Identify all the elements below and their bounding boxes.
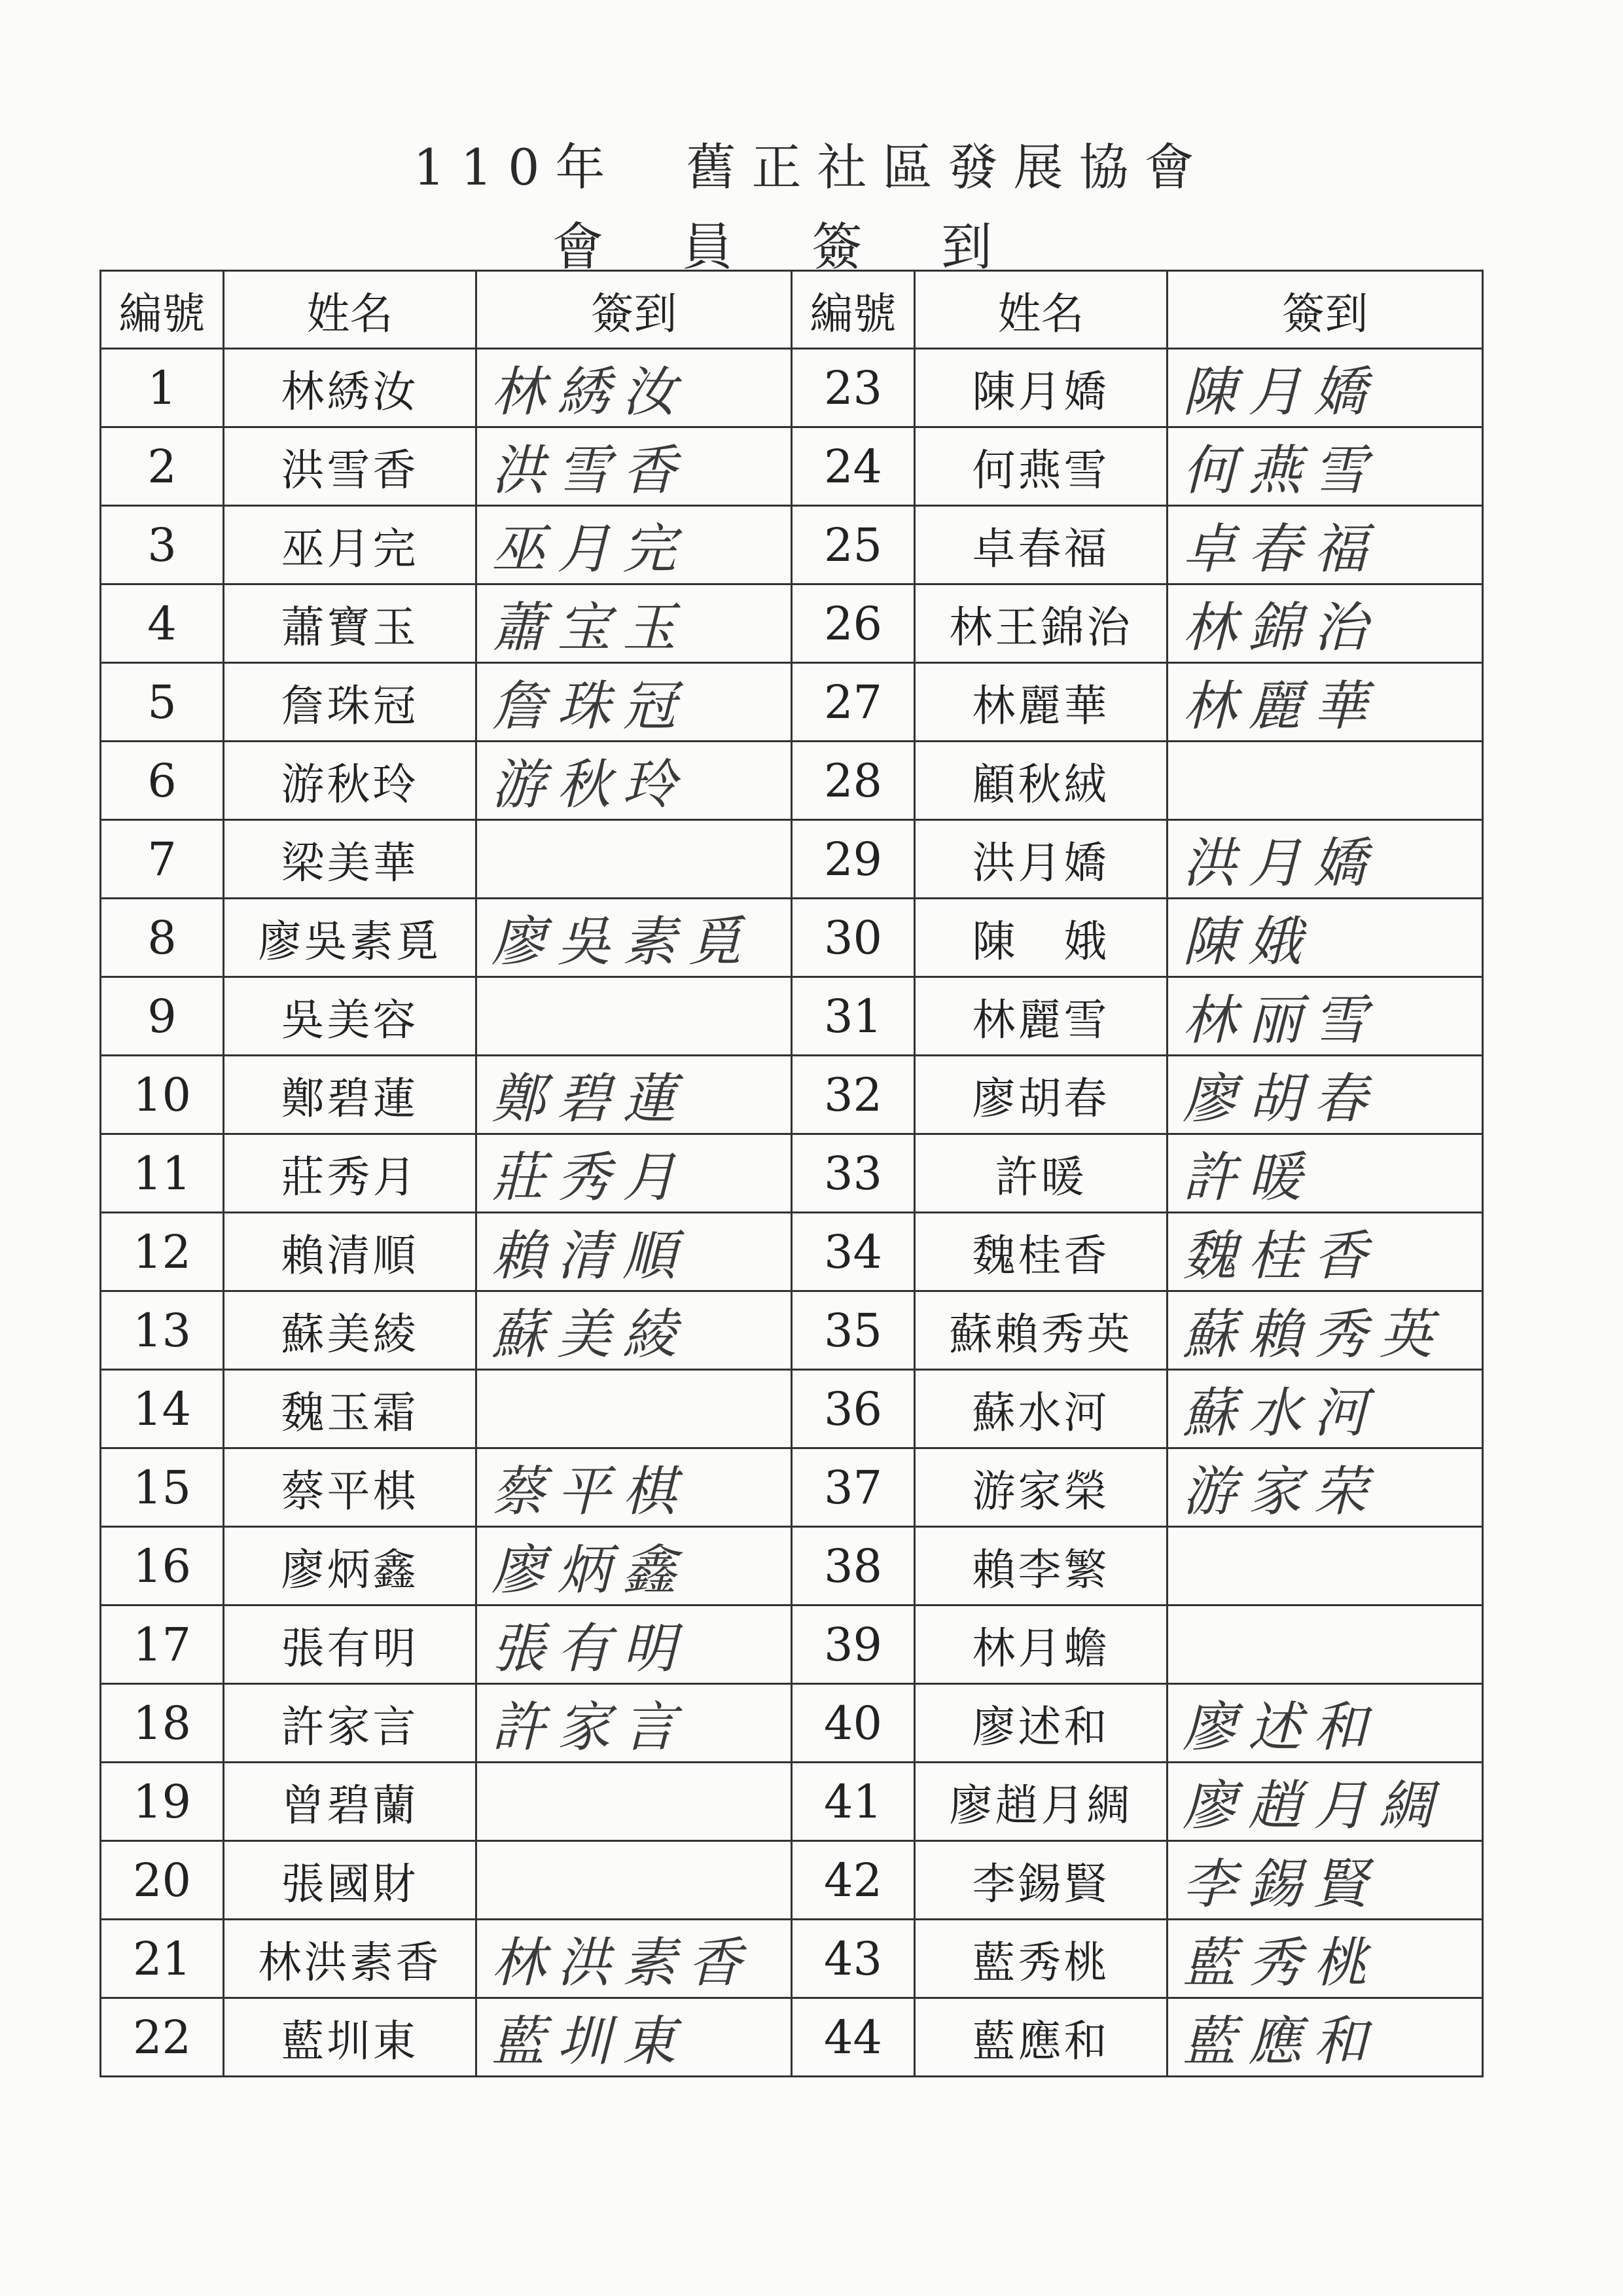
member-number: 42 xyxy=(792,1841,915,1920)
member-name: 林王錦治 xyxy=(915,584,1168,663)
member-name: 蕭寶玉 xyxy=(224,584,476,663)
member-signature: 廖吳素覓 xyxy=(476,899,792,977)
member-number: 16 xyxy=(101,1527,224,1605)
member-signature: 卓春福 xyxy=(1168,506,1483,584)
member-number: 23 xyxy=(792,349,915,427)
column-header-number: 編號 xyxy=(792,271,915,349)
member-number: 39 xyxy=(792,1605,915,1684)
document-subtitle: 會員簽到 xyxy=(552,218,1071,277)
member-number: 22 xyxy=(101,1998,224,2077)
table-row xyxy=(101,349,1483,427)
member-name: 游秋玲 xyxy=(224,742,476,820)
member-number: 24 xyxy=(792,427,915,506)
member-name: 張有明 xyxy=(224,1605,476,1684)
member-signature: 陳月嬌 xyxy=(1168,349,1483,427)
table-row xyxy=(101,584,1483,663)
table-row xyxy=(101,506,1483,584)
table-row xyxy=(101,663,1483,742)
member-signature: 蘇水河 xyxy=(1168,1370,1483,1448)
table-row xyxy=(101,1291,1483,1370)
table-header-row xyxy=(101,271,1483,349)
member-name: 廖述和 xyxy=(915,1684,1168,1763)
member-signature: 藍秀桃 xyxy=(1168,1920,1483,1998)
member-number: 26 xyxy=(792,584,915,663)
table-row xyxy=(101,977,1483,1056)
member-signature xyxy=(1168,742,1483,820)
member-signature: 廖胡春 xyxy=(1168,1056,1483,1134)
member-signature xyxy=(476,1841,792,1920)
member-number: 13 xyxy=(101,1291,224,1370)
member-name: 卓春福 xyxy=(915,506,1168,584)
member-name: 林麗雪 xyxy=(915,977,1168,1056)
member-number: 18 xyxy=(101,1684,224,1763)
member-number: 21 xyxy=(101,1920,224,1998)
column-header-name: 姓名 xyxy=(915,271,1168,349)
table-row xyxy=(101,1605,1483,1684)
member-number: 10 xyxy=(101,1056,224,1134)
table-row xyxy=(101,1527,1483,1605)
member-number: 35 xyxy=(792,1291,915,1370)
member-name: 林麗華 xyxy=(915,663,1168,742)
member-signature: 廖炳鑫 xyxy=(476,1527,792,1605)
member-name: 許暖 xyxy=(915,1134,1168,1213)
table-row xyxy=(101,1134,1483,1213)
member-number: 4 xyxy=(101,584,224,663)
member-signature: 魏桂香 xyxy=(1168,1213,1483,1291)
member-name: 魏桂香 xyxy=(915,1213,1168,1291)
member-signature: 許暖 xyxy=(1168,1134,1483,1213)
member-name: 梁美華 xyxy=(224,820,476,899)
member-signature: 蘇賴秀英 xyxy=(1168,1291,1483,1370)
member-name: 蘇水河 xyxy=(915,1370,1168,1448)
member-name: 賴李繁 xyxy=(915,1527,1168,1605)
member-number: 43 xyxy=(792,1920,915,1998)
member-number: 38 xyxy=(792,1527,915,1605)
member-signature: 李錫賢 xyxy=(1168,1841,1483,1920)
member-number: 2 xyxy=(101,427,224,506)
member-name: 詹珠冠 xyxy=(224,663,476,742)
member-signature: 許家言 xyxy=(476,1684,792,1763)
member-number: 25 xyxy=(792,506,915,584)
member-number: 27 xyxy=(792,663,915,742)
member-number: 5 xyxy=(101,663,224,742)
member-signature: 蕭宝玉 xyxy=(476,584,792,663)
table-row xyxy=(101,1998,1483,2077)
member-signature xyxy=(1168,1605,1483,1684)
member-number: 20 xyxy=(101,1841,224,1920)
table-row xyxy=(101,1213,1483,1291)
member-name: 林綉汝 xyxy=(224,349,476,427)
member-name: 莊秀月 xyxy=(224,1134,476,1213)
member-signature: 蘇美綾 xyxy=(476,1291,792,1370)
member-number: 9 xyxy=(101,977,224,1056)
member-signature: 藍應和 xyxy=(1168,1998,1483,2077)
member-number: 17 xyxy=(101,1605,224,1684)
member-name: 廖胡春 xyxy=(915,1056,1168,1134)
member-number: 14 xyxy=(101,1370,224,1448)
table-row xyxy=(101,1448,1483,1527)
member-number: 33 xyxy=(792,1134,915,1213)
member-name: 洪雪香 xyxy=(224,427,476,506)
member-name: 蔡平棋 xyxy=(224,1448,476,1527)
member-signature: 藍圳東 xyxy=(476,1998,792,2077)
member-signature: 林錦治 xyxy=(1168,584,1483,663)
table-row xyxy=(101,1370,1483,1448)
member-signature: 蔡平棋 xyxy=(476,1448,792,1527)
member-name: 游家榮 xyxy=(915,1448,1168,1527)
member-signature: 廖趙月綢 xyxy=(1168,1763,1483,1841)
member-signature: 賴清順 xyxy=(476,1213,792,1291)
member-number: 41 xyxy=(792,1763,915,1841)
column-header-number: 編號 xyxy=(101,271,224,349)
member-number: 8 xyxy=(101,899,224,977)
sign-in-table xyxy=(99,270,1484,2077)
member-number: 29 xyxy=(792,820,915,899)
table-row xyxy=(101,427,1483,506)
member-number: 3 xyxy=(101,506,224,584)
member-name: 林月蟾 xyxy=(915,1605,1168,1684)
member-signature: 林洪素香 xyxy=(476,1920,792,1998)
column-header-signature: 簽到 xyxy=(1168,271,1483,349)
member-name: 鄭碧蓮 xyxy=(224,1056,476,1134)
table-row xyxy=(101,820,1483,899)
table-row xyxy=(101,1056,1483,1134)
member-number: 7 xyxy=(101,820,224,899)
document-title: 110年 舊正社區發展協會 xyxy=(413,138,1210,196)
table-row xyxy=(101,742,1483,820)
member-number: 11 xyxy=(101,1134,224,1213)
member-number: 32 xyxy=(792,1056,915,1134)
member-name: 吳美容 xyxy=(224,977,476,1056)
column-header-signature: 簽到 xyxy=(476,271,792,349)
table-body xyxy=(101,349,1483,2077)
member-name: 張國財 xyxy=(224,1841,476,1920)
member-number: 40 xyxy=(792,1684,915,1763)
member-number: 19 xyxy=(101,1763,224,1841)
member-signature: 張有明 xyxy=(476,1605,792,1684)
member-signature: 林麗華 xyxy=(1168,663,1483,742)
member-signature: 林丽雪 xyxy=(1168,977,1483,1056)
member-signature: 洪月嬌 xyxy=(1168,820,1483,899)
table-row xyxy=(101,899,1483,977)
member-signature: 巫月完 xyxy=(476,506,792,584)
member-signature xyxy=(476,820,792,899)
member-name: 藍秀桃 xyxy=(915,1920,1168,1998)
column-header-name: 姓名 xyxy=(224,271,476,349)
member-name: 李錫賢 xyxy=(915,1841,1168,1920)
member-number: 34 xyxy=(792,1213,915,1291)
member-signature: 游家荣 xyxy=(1168,1448,1483,1527)
member-number: 6 xyxy=(101,742,224,820)
member-signature xyxy=(476,1370,792,1448)
member-number: 31 xyxy=(792,977,915,1056)
member-signature: 游秋玲 xyxy=(476,742,792,820)
member-name: 林洪素香 xyxy=(224,1920,476,1998)
member-signature xyxy=(476,1763,792,1841)
member-number: 30 xyxy=(792,899,915,977)
member-name: 陳月嬌 xyxy=(915,349,1168,427)
member-name: 廖趙月綢 xyxy=(915,1763,1168,1841)
member-number: 36 xyxy=(792,1370,915,1448)
member-name: 許家言 xyxy=(224,1684,476,1763)
member-number: 28 xyxy=(792,742,915,820)
member-name: 蘇美綾 xyxy=(224,1291,476,1370)
member-name: 藍圳東 xyxy=(224,1998,476,2077)
member-name: 魏玉霜 xyxy=(224,1370,476,1448)
member-name: 蘇賴秀英 xyxy=(915,1291,1168,1370)
table-row xyxy=(101,1841,1483,1920)
member-name: 陳 娥 xyxy=(915,899,1168,977)
member-name: 廖炳鑫 xyxy=(224,1527,476,1605)
table-row xyxy=(101,1920,1483,1998)
member-signature: 鄭碧蓮 xyxy=(476,1056,792,1134)
member-signature: 林綉汝 xyxy=(476,349,792,427)
member-signature: 廖述和 xyxy=(1168,1684,1483,1763)
member-name: 何燕雪 xyxy=(915,427,1168,506)
member-name: 顧秋絨 xyxy=(915,742,1168,820)
member-number: 37 xyxy=(792,1448,915,1527)
table-row xyxy=(101,1763,1483,1841)
member-name: 曾碧蘭 xyxy=(224,1763,476,1841)
member-signature: 何燕雪 xyxy=(1168,427,1483,506)
member-signature: 詹珠冠 xyxy=(476,663,792,742)
member-number: 1 xyxy=(101,349,224,427)
member-name: 藍應和 xyxy=(915,1998,1168,2077)
member-name: 巫月完 xyxy=(224,506,476,584)
member-number: 12 xyxy=(101,1213,224,1291)
member-signature xyxy=(476,977,792,1056)
member-signature: 洪雪香 xyxy=(476,427,792,506)
member-signature xyxy=(1168,1527,1483,1605)
member-signature: 陳娥 xyxy=(1168,899,1483,977)
member-name: 賴清順 xyxy=(224,1213,476,1291)
member-name: 廖吳素覓 xyxy=(224,899,476,977)
member-name: 洪月嬌 xyxy=(915,820,1168,899)
table-row xyxy=(101,1684,1483,1763)
member-number: 44 xyxy=(792,1998,915,2077)
member-signature: 莊秀月 xyxy=(476,1134,792,1213)
member-number: 15 xyxy=(101,1448,224,1527)
